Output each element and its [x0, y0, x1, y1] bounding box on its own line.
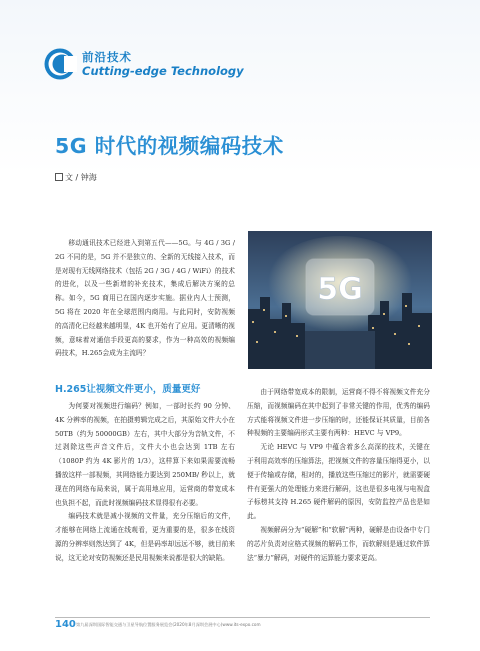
- article-title: 5G 时代的视频编码技术: [55, 134, 284, 158]
- section-label-en: Cutting-edge Technology: [82, 64, 244, 78]
- section-logo-icon: [43, 47, 77, 81]
- section1-paragraph-1: 为何要对视频进行编码？例如，一部时长约 90 分钟、4K 分辨率的视频，在拍摄剪辑完成之后，其原始文件大小在 50TB（约为 50000GB）左右，其中大部分为音轨文件，不过剥除这些声音文件后，文件大小也会达到 1TB 左右（1080P 约为 4K 影片的 1/3），这样算下来如果需要流畅播放这样一部视频，其网络能力要达到 250MB/ 秒以上，就现在的网络布局来说，属于高用地应用，运营商的带宽成本也负担不起，而此时视频编码技术显得很有必要。: [55, 402, 235, 507]
- hero-5g-badge: 5G: [317, 272, 363, 307]
- section1-heading: H.265让视频文件更小，质量更好: [55, 384, 201, 395]
- hero-image: [248, 231, 432, 369]
- right-paragraph-3: 视频解码分为“硬解”和“软解”两种，硬解是由设备中专门的芯片负责对应格式视频的解码工作，而软解则是通过软件算法“暴力”解码，对硬件的运算能力要求更高。: [247, 525, 430, 562]
- intro-paragraph: 移动通讯技术已经进入到第五代——5G。与 4G / 3G / 2G 不同的是，5G 并不是独立的、全新的无线接入技术，而是对现有无线网络技术（包括 2G / 3G / 4G / WiFi）的技术的进化，以及一些新增的补充技术，集成后解决方案的总称。如今，5G 商用已在国内逐步实施。据业内人士预测，5G 将在 2020 年在全球范围内商用。与此同时，安防视频的高清化已经越来越明显，4K 也开始有了应用。更清晰的视频，意味着对通信手段更高的要求，作为一种高效的视频编码技术，H.265会成为主流吗？: [55, 239, 235, 358]
- right-paragraph-1: 由于网络带宽成本的限制，运营商不得不将视频文件充分压缩，而视频编码在其中起到了非常关键的作用，优秀的编码方式能将视频文件进一步压缩的时，还能保证其质量，目前各种视频的主要编码形式主要有两种：HEVC 与 VP9。: [247, 388, 430, 438]
- section1-paragraph-2: 编码技术就是减小视频的文件量，充分压缩后的文件，才能够在网络上流通在线观看，更为重要的是，很多在线资源的分辨率则然达到了 4K，但是码率却远远不够，就目前来说，这无论对安防视频还是民用视频来说都是很大的缺陷。: [55, 512, 235, 562]
- byline-box-icon: [55, 173, 63, 181]
- byline: [55, 172, 97, 183]
- footer-divider: [55, 617, 430, 618]
- footer-text: 第九届深圳国际智能交通与卫星导航位置服务展览会(2020年8月深圳会展中心)www.its-expo.com: [76, 622, 261, 627]
- intro-column: [55, 237, 235, 361]
- right-paragraph-2: 无论 HEVC 与 VP9 中蕴含着多么高深的技术，关键在于利用高效率的压缩算法，把视频文件的容量压缩得更小，以便于传输或存储，相对的，播放这些压缩过的影片，就需要硬件有更强大的处理能力来进行解码，这也是很多电视与电视盒子标榜其支持 H.265 硬件解码的原因，安防监控产品也是如此。: [247, 443, 430, 521]
- page-number: 140: [55, 619, 76, 630]
- right-column: [247, 386, 430, 565]
- city-skyline-image: [248, 231, 432, 369]
- byline-text: 文 / 钟海: [65, 173, 97, 182]
- section1-column: [55, 383, 235, 566]
- section-label-cn: 前沿技术: [82, 50, 132, 64]
